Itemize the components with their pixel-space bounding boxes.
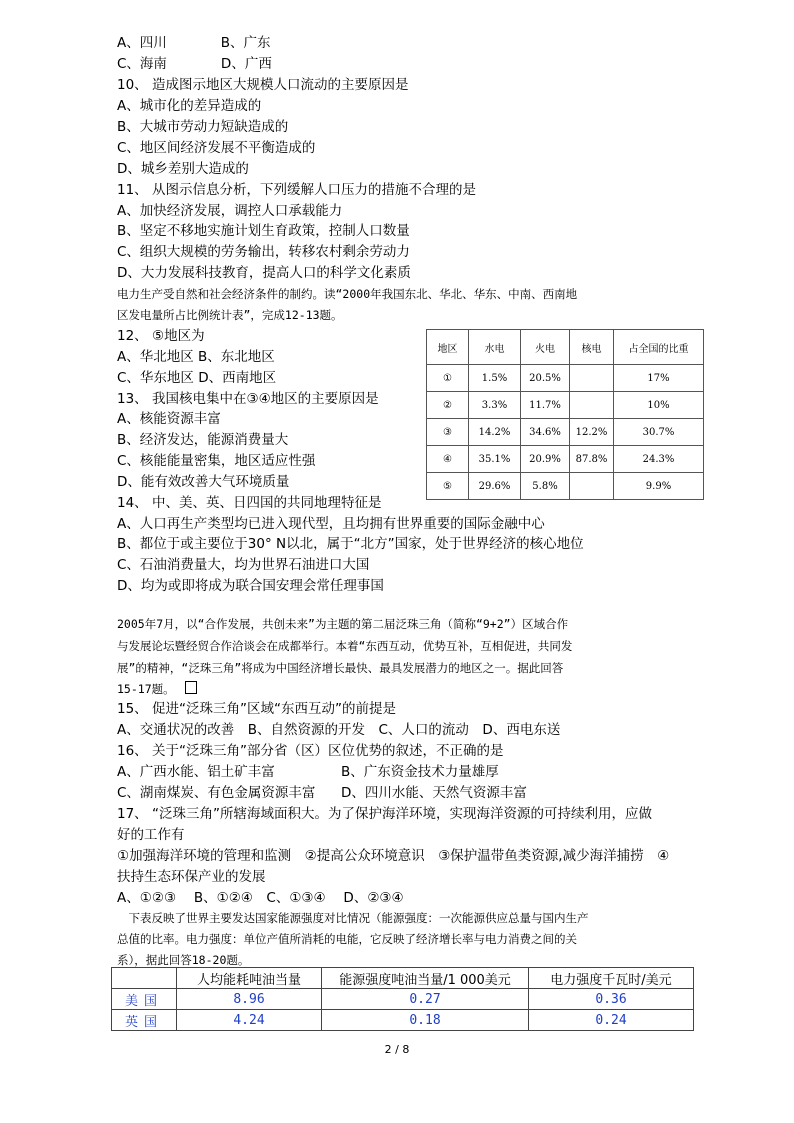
- q11-option-b: B、坚定不移地实施计划生育政策，控制人口数量: [117, 223, 410, 239]
- table-cell: 10%: [614, 392, 704, 419]
- table-cell: 20.9%: [521, 446, 570, 473]
- energy-intensity-table: [111, 967, 694, 1031]
- q13-option-a: A、核能资源丰富: [117, 411, 221, 427]
- header-energy-intensity: 能源强度吨油当量/1 000美元: [322, 968, 529, 989]
- intro-18-20-line2: 总值的比率。电力强度：单位产值所消耗的电能，它反映了经济增长率与电力消费之间的关: [117, 932, 577, 946]
- table-cell: 0.36: [529, 989, 694, 1010]
- intro-12-13-line2: 区发电量所占比例统计表”，完成12-13题。: [117, 308, 343, 322]
- table-row: [427, 419, 704, 446]
- header-nuclear: 核电: [570, 330, 614, 365]
- table-cell: 24.3%: [614, 446, 704, 473]
- q16-option-b: B、广东资金技术力量雄厚: [341, 764, 499, 780]
- question-14: 14、 中、美、英、日四国的共同地理特征是: [117, 495, 382, 511]
- table-cell: 1.5%: [469, 365, 521, 392]
- table-cell: 5.8%: [521, 473, 570, 500]
- question-10: 10、 造成图示地区大规模人口流动的主要原因是: [117, 77, 409, 93]
- q9-options-cd: C、海南 D、广西: [117, 56, 272, 72]
- table-row: [112, 1010, 694, 1031]
- header-share: 占全国的比重: [614, 330, 704, 365]
- q10-option-c: C、地区间经济发展不平衡造成的: [117, 140, 316, 156]
- header-hydro: 水电: [469, 330, 521, 365]
- q12-options-ab: A、华北地区 B、东北地区: [117, 349, 275, 365]
- intro-18-20-line3: 系），据此回答18-20题。: [117, 953, 250, 967]
- q13-option-d: D、能有效改善大气环境质量: [117, 474, 290, 490]
- table-cell: ③: [427, 419, 469, 446]
- q17-options: A、①②③ B、①②④ C、①③④ D、②③④: [117, 890, 404, 906]
- q13-option-b: B、经济发达，能源消费量大: [117, 432, 289, 448]
- header-region: 地区: [427, 330, 469, 365]
- table-cell: ②: [427, 392, 469, 419]
- checkbox-icon: [185, 681, 197, 694]
- table-cell: [570, 365, 614, 392]
- table-cell: 0.18: [322, 1010, 529, 1031]
- header-per-capita: 人均能耗吨油当量: [177, 968, 322, 989]
- table-row: [427, 446, 704, 473]
- page-number: 2 / 8: [384, 1043, 410, 1056]
- passage-line3: 展”的精神，“泛珠三角”将成为中国经济增长最快、最具发展潜力的地区之一。据此回答: [117, 661, 564, 675]
- power-share-table: [426, 329, 704, 500]
- intro-18-20-line1: 下表反映了世界主要发达国家能源强度对比情况（能源强度：一次能源供应总量与国内生产: [117, 911, 589, 925]
- header-thermal: 火电: [521, 330, 570, 365]
- table-row: [427, 365, 704, 392]
- q11-option-d: D、大力发展科技教育，提高人口的科学文化素质: [117, 265, 411, 281]
- table-cell: 0.27: [322, 989, 529, 1010]
- table-cell: ④: [427, 446, 469, 473]
- q14-option-b: B、都位于或主要位于30° N以北，属于“北方”国家，处于世界经济的核心地位: [117, 536, 584, 552]
- table-cell: ①: [427, 365, 469, 392]
- q15-options: A、交通状况的改善 B、自然资源的开发 C、人口的流动 D、西电东送: [117, 722, 561, 738]
- q16-options-cd: [117, 783, 527, 803]
- question-15: 15、 促进“泛珠三角”区域“东西互动”的前提是: [117, 701, 396, 717]
- table-cell: ⑤: [427, 473, 469, 500]
- table-cell: 34.6%: [521, 419, 570, 446]
- q12-options-cd: C、华东地区 D、西南地区: [117, 370, 277, 386]
- table-cell: 11.7%: [521, 392, 570, 419]
- passage-line4-text: 15-17题。: [117, 682, 175, 696]
- table-cell: 87.8%: [570, 446, 614, 473]
- question-17-line2: 好的工作有: [117, 827, 185, 843]
- q16-option-a: A、广西水能、铝土矿丰富: [117, 764, 275, 780]
- table-cell: 美国: [112, 989, 177, 1010]
- q10-option-a: A、城市化的差异造成的: [117, 98, 262, 114]
- table-cell: 英国: [112, 1010, 177, 1031]
- table-row: [427, 473, 704, 500]
- q14-option-a: A、人口再生产类型均已进入现代型，且均拥有世界重要的国际金融中心: [117, 516, 545, 532]
- table-cell: 35.1%: [469, 446, 521, 473]
- header-power-intensity: 电力强度千瓦时/美元: [529, 968, 694, 989]
- q9-options-ab: A、四川 B、广东: [117, 35, 271, 51]
- q10-option-d: D、城乡差别大造成的: [117, 161, 249, 177]
- passage-line1: 2005年7月，以“合作发展，共创未来”为主题的第二届泛珠三角（简称“9+2”）区域合作: [117, 617, 569, 631]
- q14-option-c: C、石油消费量大，均为世界石油进口大国: [117, 557, 370, 573]
- table-cell: 4.24: [177, 1010, 322, 1031]
- q16-options-ab: [117, 762, 499, 782]
- table-cell: 20.5%: [521, 365, 570, 392]
- q14-option-d: D、均为或即将成为联合国安理会常任理事国: [117, 578, 384, 594]
- table-cell: [570, 392, 614, 419]
- passage-line4: [117, 679, 197, 699]
- passage-line2: 与发展论坛暨经贸合作洽谈会在成都举行。本着“东西互动，优势互补，互相促进，共同发: [117, 639, 573, 653]
- q11-option-a: A、加快经济发展，调控人口承载能力: [117, 203, 343, 219]
- table-cell: 14.2%: [469, 419, 521, 446]
- table-row: [427, 392, 704, 419]
- table-row: [112, 989, 694, 1010]
- table-header-row: [427, 330, 704, 365]
- table-cell: 29.6%: [469, 473, 521, 500]
- q11-option-c: C、组织大规模的劳务输出，转移农村剩余劳动力: [117, 244, 410, 260]
- table-cell: [570, 473, 614, 500]
- intro-12-13-line1: 电力生产受自然和社会经济条件的制约。读“2000年我国东北、华北、华东、中南、西南地: [117, 287, 578, 301]
- table-cell: 3.3%: [469, 392, 521, 419]
- question-12: 12、 ⑤地区为: [117, 328, 205, 344]
- table-cell: 30.7%: [614, 419, 704, 446]
- q16-option-c: C、湖南煤炭、有色金属资源丰富: [117, 785, 316, 801]
- q10-option-b: B、大城市劳动力短缺造成的: [117, 119, 289, 135]
- header-country: [112, 968, 177, 989]
- table-cell: 17%: [614, 365, 704, 392]
- question-17-line4: 扶持生态环保产业的发展: [117, 869, 266, 885]
- question-13: 13、 我国核电集中在③④地区的主要原因是: [117, 391, 379, 407]
- q16-option-d: D、四川水能、天然气资源丰富: [341, 785, 527, 801]
- table-cell: 9.9%: [614, 473, 704, 500]
- question-17-line1: 17、 “泛珠三角”所辖海域面积大。为了保护海洋环境，实现海洋资源的可持续利用，应做: [117, 806, 652, 822]
- question-17-line3: ①加强海洋环境的管理和监测 ②提高公众环境意识 ③保护温带鱼类资源,减少海洋捕捞 ④: [117, 848, 670, 864]
- table-cell: 12.2%: [570, 419, 614, 446]
- question-11: 11、 从图示信息分析，下列缓解人口压力的措施不合理的是: [117, 182, 476, 198]
- table-header-row: [112, 968, 694, 989]
- table-cell: 0.24: [529, 1010, 694, 1031]
- question-16: 16、 关于“泛珠三角”部分省（区）区位优势的叙述，不正确的是: [117, 743, 504, 759]
- q13-option-c: C、核能能量密集，地区适应性强: [117, 453, 316, 469]
- table-cell: 8.96: [177, 989, 322, 1010]
